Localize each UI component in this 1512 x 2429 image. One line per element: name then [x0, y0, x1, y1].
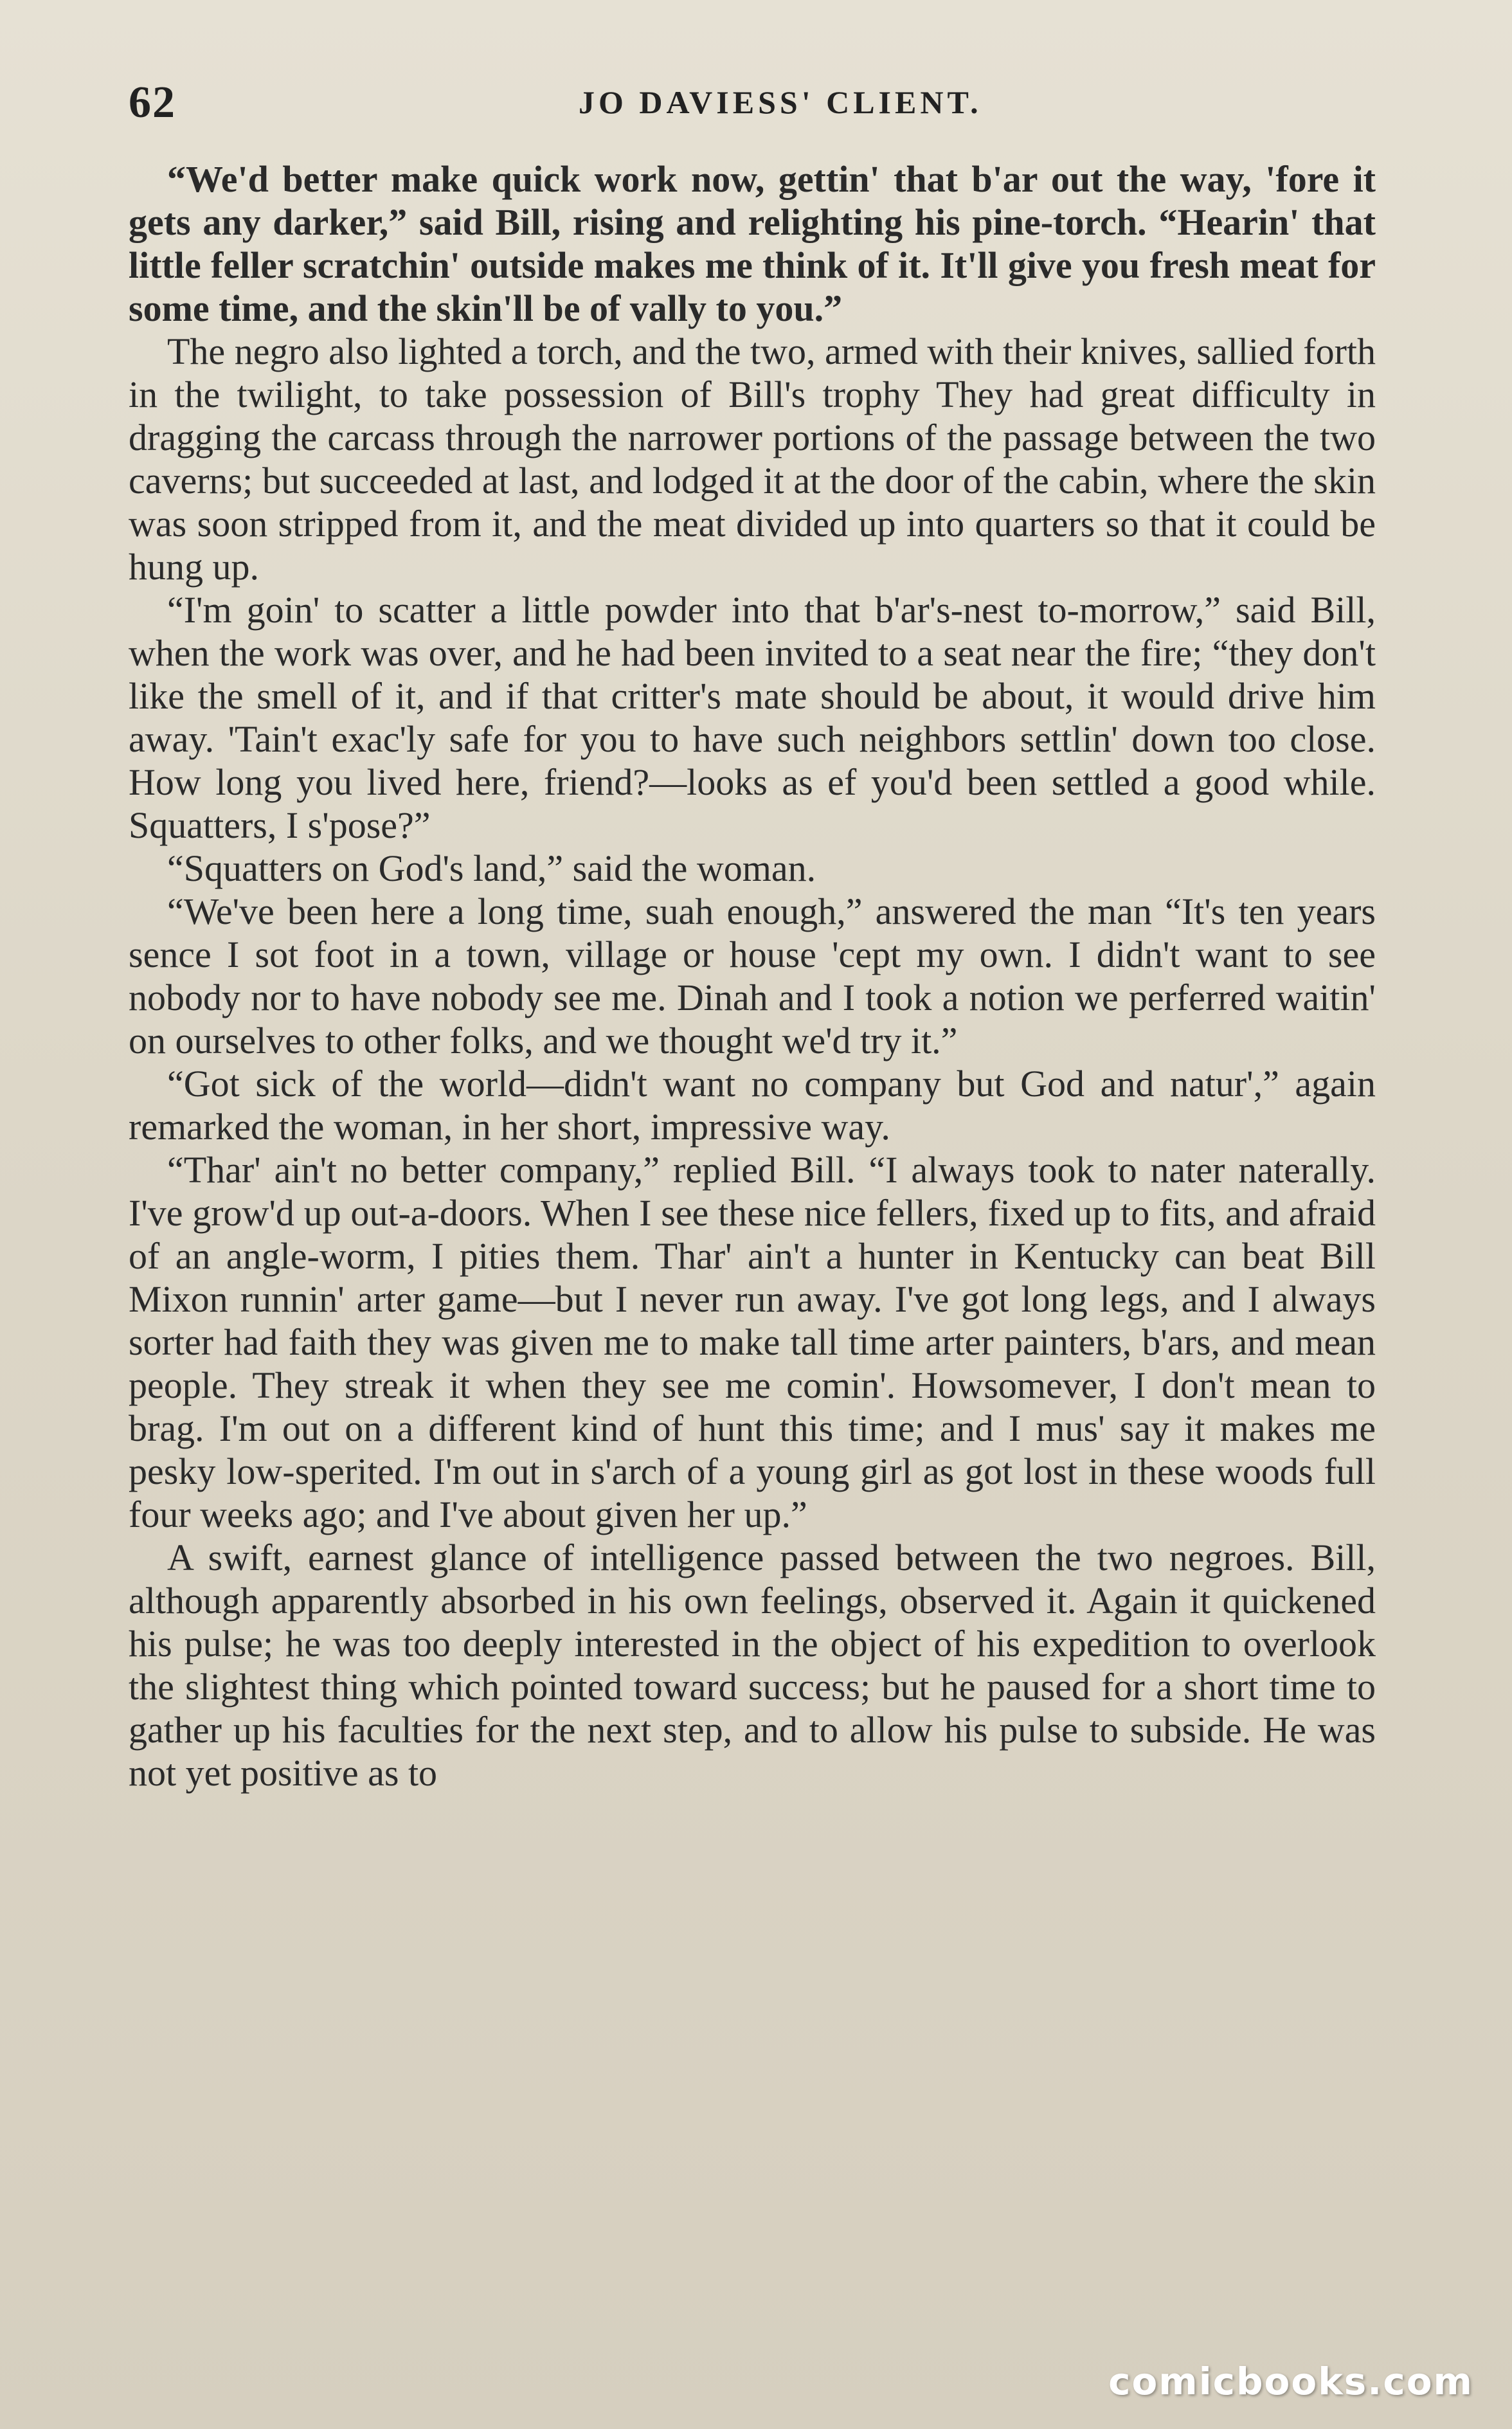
- watermark: comicbooks.com: [1108, 2360, 1473, 2403]
- paragraph: “Squatters on God's land,” said the woman.: [167, 847, 816, 889]
- paragraph: “Got sick of the world—didn't want no company but God and natur',” again remarked the woman, in her short, impressive way.: [129, 1063, 1376, 1148]
- paragraph: “Thar' ain't no better company,” replied Bill. “I always took to nater naterally. I've grow'd up out-a-doors. When I see these nice fellers, fixed up to fits, and afraid of an angle-worm, I pities them. Thar' ain't a hunter in Kentucky can beat Bill Mixon runnin' arter game—but I never run away. I've got long legs, and I always sorter had faith they was given me to make tall time arter painters, b'ars, and mean people. They streak it when they see me comin'. Howsomever, I don't mean to brag. I'm out on a different kind of hunt this time; and I mus' say it makes me pesky low-sperited. I'm out in s'arch of a young girl as got lost in these woods full four weeks ago; and I've about given her up.”: [129, 1149, 1376, 1535]
- running-title: JO DAVIESS' CLIENT.: [579, 84, 982, 120]
- page-header: [0, 64, 1512, 141]
- body-text: [129, 158, 1376, 1794]
- paragraph: A swift, earnest glance of intelligence passed between the two negroes. Bill, although apparently absorbed in his own feelings, observed it. Again it quickened his pulse; he was too deeply interested in the object of his expedition to overlook the slightest thing which pointed toward success; but he paused for a short time to gather up his faculties for the next step, and to allow his pulse to subside. He was not yet positive as to: [129, 1537, 1376, 1794]
- paragraph: “We've been here a long time, suah enough,” answered the man “It's ten years sence I sot foot in a town, village or house 'cept my own. I didn't want to see nobody nor to have nobody see me. Dinah and I took a notion we perferred waitin' on ourselves to other folks, and we thought we'd try it.”: [129, 890, 1376, 1061]
- paragraph: “I'm goin' to scatter a little powder into that b'ar's-nest to-morrow,” said Bill, when the work was over, and he had been invited to a seat near the fire; “they don't like the smell of it, and if that critter's mate should be about, it would drive him away. 'Tain't exac'ly safe for you to have such neighbors settlin' down too close. How long you lived here, friend?—looks as ef you'd been settled a good while. Squatters, I s'pose?”: [129, 589, 1376, 846]
- paragraph: “We'd better make quick work now, gettin' that b'ar out the way, 'fore it gets any darker,” said Bill, rising and relighting his pine-torch. “Hearin' that little feller scratchin' outside makes me think of it. It'll give you fresh meat for some time, and the skin'll be of vally to you.”: [129, 158, 1376, 329]
- page-number: 62: [129, 78, 176, 127]
- paragraph: The negro also lighted a torch, and the two, armed with their knives, sallied forth in the twilight, to take possession of Bill's trophy They had great difficulty in dragging the carcass through the narrower portions of the passage between the two caverns; but succeeded at last, and lodged it at the door of the cabin, where the skin was soon stripped from it, and the meat divided up into quarters so that it could be hung up.: [129, 330, 1376, 588]
